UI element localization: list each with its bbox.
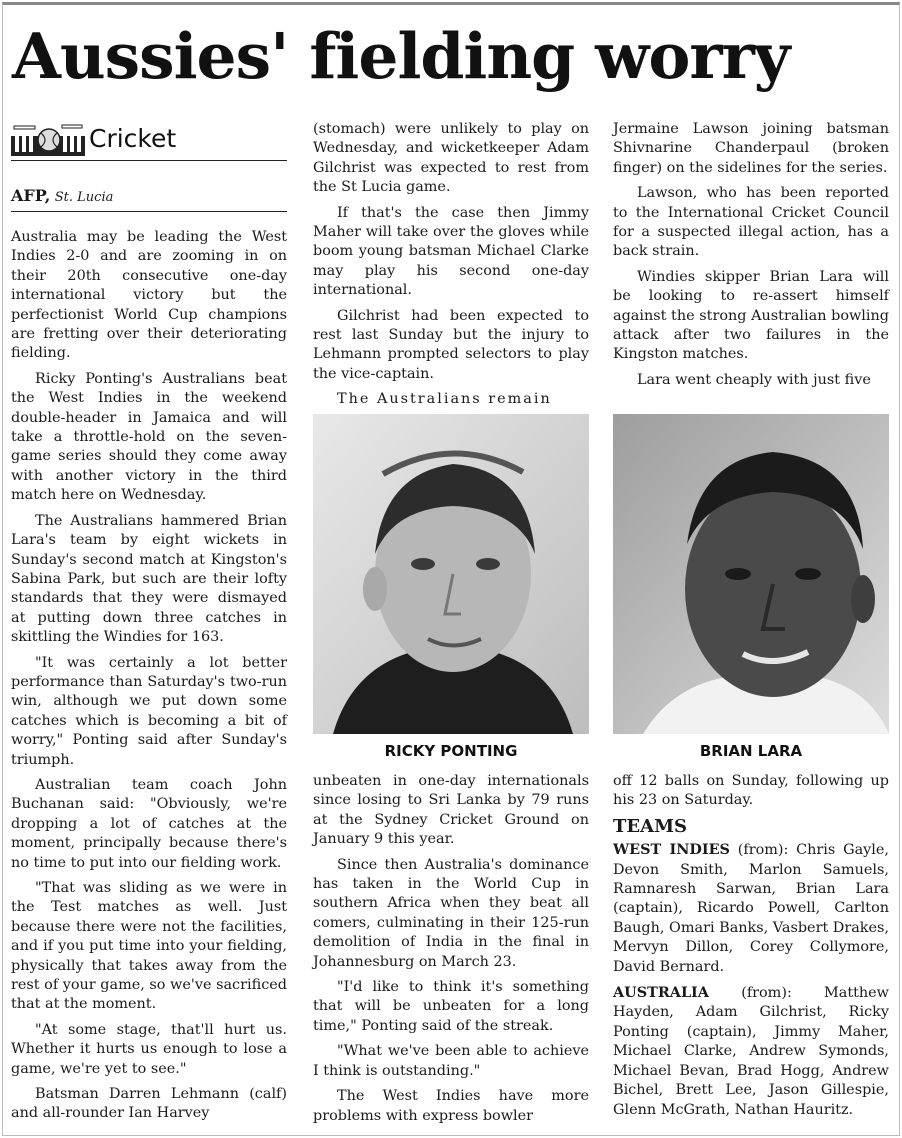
article-column-2-top xyxy=(313,120,589,416)
paragraph: The Australians hammered Brian Lara's team by eight wickets in Sunday's second match at Kingston's Sabina Park, but such are their lofty standards that they were dismayed at putting down three catches in skittling the Windies for 163. xyxy=(11,512,287,646)
article-column-3-bottom xyxy=(613,772,889,1126)
byline xyxy=(11,186,287,212)
team-members: (from): Matthew Hayden, Adam Gilchrist, Ricky Ponting (captain), Jimmy Maher, Michael Clarke, Andrew Symonds, Michael Bevan, Brad Hogg, Andrew Bichel, Brett Lee, Jason Gillespie, Glenn McGrath, Nathan Hauritz. xyxy=(613,985,890,1118)
photo-brian-lara xyxy=(613,414,889,734)
article-column-1 xyxy=(11,228,287,1130)
article-column-3-top xyxy=(613,120,889,396)
article-column-2-bottom xyxy=(313,772,589,1132)
team-members: (from): Chris Gayle, Devon Smith, Marlon Samuels, Ramnaresh Sarwan, Brian Lara (captain), Ricardo Powell, Carlton Baugh, Omari Banks, Vasbert Drakes, Mervyn Dillon, Corey Collymore, David Bernard. xyxy=(613,842,890,975)
paragraph: Lara went cheaply with just five xyxy=(637,371,871,388)
paragraph: "What we've been able to achieve I think is outstanding." xyxy=(313,1043,589,1079)
portrait-illustration xyxy=(313,414,589,734)
paragraph: "I'd like to think it's something that will be unbeaten for a long time," Ponting said of the streak. xyxy=(313,979,589,1034)
paragraph: Australian team coach John Buchanan said: "Obviously, we're dropping a lot of catches at the moment, principally because there's no time to put into our fielding work. xyxy=(11,776,287,871)
paragraph: Windies skipper Brian Lara will be looking to re-assert himself against the strong Australian bowling attack after two failures in the Kingston matches. xyxy=(613,268,889,363)
paragraph: If that's the case then Jimmy Maher will take over the gloves while boom young batsman Michael Clarke may play his second one-day international. xyxy=(313,204,589,299)
team-label: AUSTRALIA xyxy=(613,984,709,1002)
cricket-ball-stumps-icon xyxy=(11,122,85,156)
paragraph: The West Indies have more problems with express bowler xyxy=(313,1088,589,1124)
paragraph: "At some stage, that'll hurt us. Whether it hurts us enough to lose a game, we're yet to see." xyxy=(11,1021,287,1077)
team-label: WEST INDIES xyxy=(613,841,730,859)
paragraph: (stomach) were unlikely to play on Wednesday, and wicketkeeper Adam Gilchrist was expected to rest from the St Lucia game. xyxy=(313,121,589,196)
paragraph: The Australians remain xyxy=(337,391,552,408)
paragraph: Gilchrist had been expected to rest last Sunday but the injury to Lehmann prompted selectors to play the vice-captain. xyxy=(313,307,589,382)
team-list-west-indies xyxy=(613,840,889,977)
byline-dateline: St. Lucia xyxy=(54,190,114,205)
paragraph: Since then Australia's dominance has taken in the World Cup in southern Africa when they beat all comers, culminating in their 125-run demolition of India in the final in Johannesburg on March 23. xyxy=(313,856,589,970)
teams-heading: TEAMS xyxy=(613,815,688,837)
paragraph: Jermaine Lawson joining batsman Shivnarine Chanderpaul (broken finger) on the sidelines for the series. xyxy=(613,121,889,176)
paragraph: off 12 balls on Sunday, following up his 23 on Saturday. xyxy=(613,773,889,809)
paragraph: Lawson, who has been reported to the International Cricket Council for a suspected illegal action, has a back strain. xyxy=(613,185,889,260)
byline-agency: AFP, xyxy=(11,186,51,205)
paragraph: Ricky Ponting's Australians beat the West Indies in the weekend double-header in Jamaica and will take a throttle-hold on the seven-game series should they come away with another victory in the third match here on Wednesday. xyxy=(11,370,287,504)
portrait-illustration xyxy=(613,414,889,734)
section-label: Cricket xyxy=(89,124,177,153)
team-list-australia xyxy=(613,983,889,1120)
photo-caption-ponting: RICKY PONTING xyxy=(384,742,518,760)
headline: Aussies' fielding worry xyxy=(12,19,790,93)
section-kicker xyxy=(11,116,287,161)
paragraph: Australia may be leading the West Indies 2-0 and are zooming in on their 20th consecutive one-day international victory but the perfectionist World Cup champions are fretting over their deteriorating fielding. xyxy=(11,229,287,362)
paragraph: unbeaten in one-day internationals since losing to Sri Lanka by 79 runs at the Sydney Cricket Ground on January 9 this year. xyxy=(313,773,589,848)
photo-ricky-ponting xyxy=(313,414,589,734)
paragraph: "It was certainly a lot better performance than Saturday's two-run win, although we put down some catches which is becoming a bit of worry," Ponting said after Sunday's triumph. xyxy=(11,654,287,768)
paragraph: "That was sliding as we were in the Test matches as well. Just because there were not the facilities, and if you put time into your fielding, physically that takes away from the rest of your game, so we've sacrificed that at the moment. xyxy=(11,880,287,1013)
paragraph: Batsman Darren Lehmann (calf) and all-rounder Ian Harvey xyxy=(11,1086,287,1122)
photo-caption-lara: BRIAN LARA xyxy=(699,742,803,760)
